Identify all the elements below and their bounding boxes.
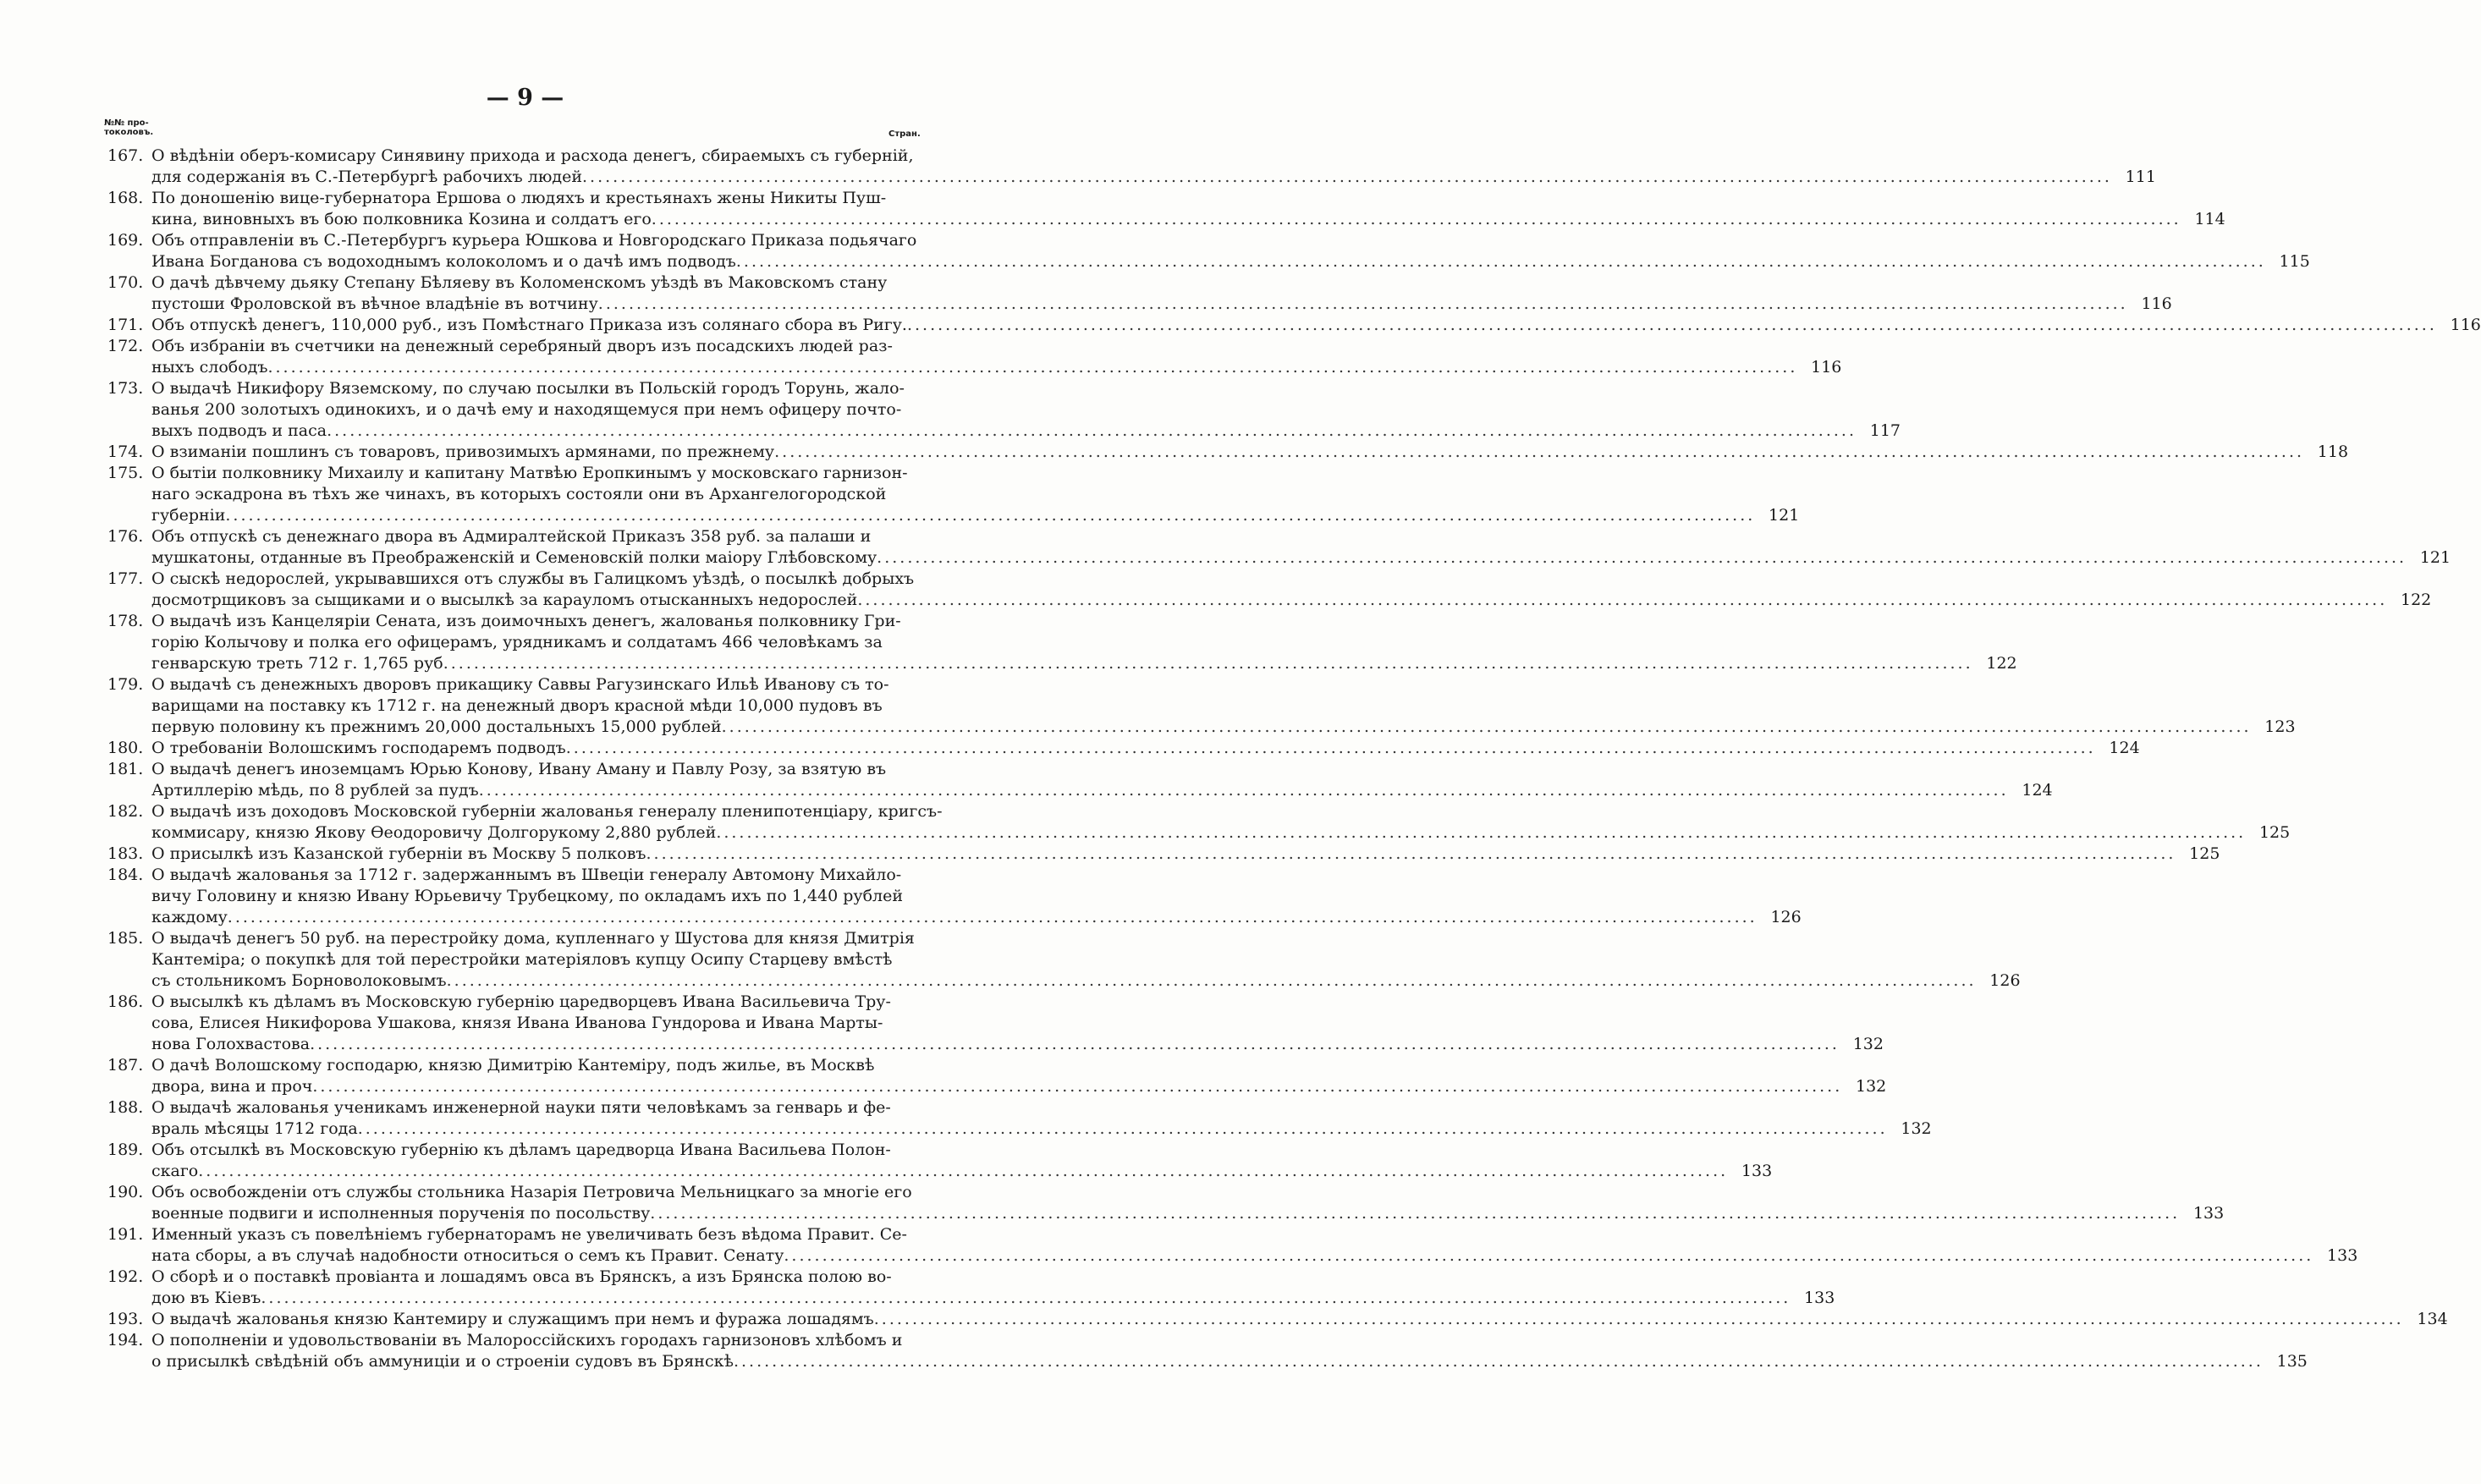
entry-body [151, 801, 2290, 844]
page-column-spacer [874, 1055, 918, 1076]
toc-entry [107, 1309, 2448, 1330]
page-column-spacer [908, 463, 952, 484]
entry-line [151, 865, 1802, 886]
entry-line [151, 801, 2290, 822]
entry-text: О выдачѣ Никифору Вяземскому, по случаю посылки въ Польскій городъ Торунь, жало- [151, 379, 905, 398]
entry-text: для содержанія въ С.-Петербургѣ рабочихъ людей [151, 168, 582, 186]
entry-text: Объ отправленіи въ С.-Петербургъ курьера Юшкова и Новгородскаго Приказа подьячаго [151, 231, 917, 250]
entry-page-number: 126 [1989, 971, 2021, 990]
toc-entry [107, 442, 2349, 463]
page-column-spacer [883, 695, 927, 717]
entry-body [151, 1330, 2308, 1372]
entry-text: О дачѣ дѣвчему дьяку Степану Бѣляеву въ Коломенскомъ уѣздѣ въ Маковскомъ стану [151, 273, 888, 292]
entry-text: двора, вина и проч [151, 1077, 313, 1096]
entry-line [151, 315, 2481, 336]
leader-dots: ........................................................................................................................................................................................................ [227, 908, 1758, 926]
entry-text: Именный указъ съ повелѣніемъ губернаторамъ не увеличивать безъ вѣдома Правит. Се- [151, 1225, 907, 1244]
leader-dots: ........................................................................................................................................................................................................ [267, 358, 1798, 376]
entry-text: О выдачѣ изъ Канцеляріи Сената, изъ доимочныхъ денегъ, жалованья полковнику Гри- [151, 612, 901, 630]
page-column-spacer [891, 1140, 935, 1161]
entry-text: О присылкѣ изъ Казанской губерніи въ Москву 5 полковъ [151, 844, 646, 863]
entry-number: 181. [107, 760, 144, 778]
entry-number: 174. [107, 442, 144, 461]
toc-entry [107, 315, 2481, 336]
entry-page-number: 132 [1901, 1119, 1932, 1138]
toc-entry [107, 844, 2220, 865]
page-column-spacer [886, 759, 930, 780]
page-column-spacer [901, 865, 945, 886]
entry-text: О пополненіи и удовольствованіи въ Малороссійскихъ городахъ гарнизоновъ хлѣбомъ и [151, 1331, 903, 1349]
entry-number: 178. [107, 612, 144, 630]
entry-text: выхъ подводъ и паса [151, 421, 327, 440]
entry-line [151, 1351, 2308, 1372]
page-column-spacer [886, 484, 930, 505]
entry-body [151, 1267, 1835, 1309]
entry-page-number: 122 [1986, 654, 2017, 673]
entry-body [151, 1309, 2448, 1330]
leader-dots: ........................................................................................................................................................................................................ [906, 316, 2437, 334]
entry-page-number: 125 [2258, 823, 2291, 842]
entry-line [151, 970, 2021, 992]
entry-line [151, 484, 1799, 505]
entry-number: 192. [107, 1267, 144, 1286]
entry-line [151, 1330, 2308, 1351]
leader-dots: ........................................................................................................................................................................................................ [357, 1119, 1888, 1138]
leader-dots: ........................................................................................................................................................................................................ [597, 294, 2128, 313]
entry-line [151, 1076, 1886, 1097]
entry-line [151, 569, 2431, 590]
entry-line [151, 1118, 1932, 1140]
toc-entry [107, 230, 2310, 272]
leader-dots: ........................................................................................................................................................................................................ [310, 1035, 1840, 1053]
entry-line [151, 949, 2021, 970]
toc-entry [107, 1055, 1887, 1097]
entry-number: 193. [107, 1310, 144, 1328]
page-column-spacer [871, 526, 915, 547]
entry-line [151, 442, 2348, 463]
leader-dots: ........................................................................................................................................................................................................ [312, 1077, 1843, 1096]
entry-page-number: 134 [2417, 1310, 2448, 1328]
entry-line [151, 230, 2310, 251]
leader-dots: ........................................................................................................................................................................................................ [733, 1352, 2264, 1371]
entry-body [151, 928, 2021, 992]
page-column-spacer [883, 1013, 927, 1034]
entry-line [151, 1267, 1835, 1288]
entry-body [151, 1097, 1932, 1140]
entry-text: Артиллерію мѣдь, по 8 рублей за пудъ [151, 781, 479, 800]
entry-body [151, 378, 1901, 442]
entry-page-number: 115 [2279, 252, 2310, 271]
leader-dots: ........................................................................................................................................................................................................ [582, 168, 2112, 186]
entry-number: 194. [107, 1331, 144, 1349]
entry-line [151, 526, 2451, 547]
entry-text: вичу Головину и князю Ивану Юрьевичу Трубецкому, по окладамъ ихъ по 1,440 рублей [151, 887, 904, 905]
entry-number: 168. [107, 189, 144, 207]
entry-page-number: 121 [1769, 506, 1800, 525]
pages-column-header: Стран. [888, 129, 921, 139]
entry-text: каждому [151, 908, 228, 926]
leader-dots: ........................................................................................................................................................................................................ [857, 591, 2388, 609]
entry-line [151, 399, 1901, 420]
entry-number: 191. [107, 1225, 144, 1244]
leader-dots: ........................................................................................................................................................................................................ [651, 210, 2181, 228]
entry-line [151, 357, 1841, 378]
toc-entry [107, 146, 2156, 188]
entry-line [151, 420, 1901, 442]
toc-entry [107, 1224, 2358, 1267]
entry-body [151, 1140, 1772, 1182]
protocols-label-line-2: токоловъ. [104, 128, 154, 137]
leader-dots: ........................................................................................................................................................................................................ [478, 781, 2009, 800]
entry-page-number: 135 [2276, 1352, 2308, 1371]
entry-number: 189. [107, 1140, 144, 1159]
entry-number: 190. [107, 1183, 144, 1201]
entry-line [151, 928, 2021, 949]
entry-line [151, 759, 2053, 780]
entry-body [151, 315, 2481, 336]
leader-dots: ........................................................................................................................................................................................................ [873, 1310, 2404, 1328]
entry-line [151, 1034, 1884, 1055]
entry-text: пустоши Фроловской въ вѣчное владѣніе въ вотчину [151, 294, 598, 313]
entry-text: военные подвиги и исполненныя порученія по посольству [151, 1204, 651, 1223]
leader-dots: ........................................................................................................................................................................................................ [225, 506, 1756, 525]
toc-entry [107, 1140, 1773, 1182]
toc-entry [107, 865, 1802, 928]
entry-text: О вѣдѣніи оберъ-комисару Синявину прихода и расхода денегъ, сбираемыхъ съ губерній, [151, 146, 914, 165]
entry-line [151, 188, 2225, 209]
entry-text: По доношенію вице-губернатора Ершова о людяхъ и крестьянахъ жены Никиты Пуш- [151, 189, 887, 207]
leader-dots: ........................................................................................................................................................................................................ [735, 252, 2266, 271]
page-column-spacer [916, 230, 960, 251]
toc-entry [107, 188, 2225, 230]
leader-dots: ........................................................................................................................................................................................................ [774, 442, 2305, 461]
entry-text: О бытіи полковнику Михаилу и капитану Матвѣю Еропкинымъ у московскаго гарнизон- [151, 464, 908, 482]
entry-line [151, 738, 2140, 759]
page-column-spacer [883, 632, 927, 653]
entry-text: кина, виновныхъ въ бою полковника Козина и солдатъ его [151, 210, 652, 228]
entry-body [151, 569, 2431, 611]
entry-number: 169. [107, 231, 144, 250]
entry-body [151, 738, 2140, 759]
entry-number: 184. [107, 866, 144, 884]
page-column-spacer [915, 928, 959, 949]
entry-page-number: 132 [1855, 1077, 1887, 1096]
page-number: — 9 — [486, 85, 564, 111]
page-column-spacer [901, 611, 945, 632]
entry-number: 171. [107, 316, 144, 334]
leader-dots: ........................................................................................................................................................................................................ [650, 1204, 2181, 1223]
toc-entry [107, 272, 2172, 315]
entry-text: сова, Елисея Никифорова Ушакова, князя Ивана Иванова Гундорова и Ивана Марты- [151, 1014, 883, 1032]
entry-text: О выдачѣ жалованья князю Кантемиру и служащимъ при немъ и фуража лошадямъ [151, 1310, 874, 1328]
entry-line [151, 167, 2156, 188]
entry-line [151, 1309, 2448, 1330]
entry-line [151, 611, 2017, 632]
page-column-spacer [914, 146, 958, 167]
entry-text: горію Колычову и полка его офицерамъ, урядникамъ и солдатамъ 466 человѣкамъ за [151, 633, 883, 651]
entry-text: Кантеміра; о покупкѣ для той перестройки матеріяловъ купцу Осипу Старцеву вмѣстѣ [151, 950, 893, 969]
entry-line [151, 822, 2290, 844]
entry-line [151, 294, 2172, 315]
page-column-spacer [902, 1330, 946, 1351]
page-column-spacer [891, 992, 935, 1013]
entry-line [151, 1245, 2357, 1267]
leader-dots: ........................................................................................................................................................................................................ [716, 823, 2247, 842]
entry-line [151, 463, 1799, 484]
entry-text: О сборѣ и о поставкѣ провіанта и лошадямъ овса въ Брянскъ, а изъ Брянска полою во- [151, 1267, 892, 1286]
entry-page-number: 126 [1770, 908, 1802, 926]
entry-text: Объ отпускѣ съ денежнаго двора въ Адмиралтейской Приказъ 358 руб. за палаши и [151, 527, 872, 546]
entry-text: Объ отпускѣ денегъ, 110,000 руб., изъ Помѣстнаго Приказа изъ солянаго сбора въ Ригу. [151, 316, 907, 334]
leader-dots: ........................................................................................................................................................................................................ [877, 548, 2407, 567]
toc-entry [107, 928, 2021, 992]
entry-body [151, 526, 2451, 569]
entry-number: 179. [107, 675, 144, 694]
entry-text: досмотрщиковъ за сыщиками и о высылкѣ за карауломъ отысканныхъ недорослей [151, 591, 858, 609]
entry-body [151, 674, 2296, 738]
entry-body [151, 1055, 1886, 1097]
entry-text: О выдачѣ денегъ 50 руб. на перестройку дома, купленнаго у Шустова для князя Дмитрія [151, 929, 915, 948]
entry-line [151, 780, 2053, 801]
entry-number: 175. [107, 464, 144, 482]
entry-line [151, 1203, 2224, 1224]
page-column-spacer [886, 188, 930, 209]
page-column-spacer [892, 1267, 936, 1288]
entry-line [151, 1140, 1772, 1161]
entry-text: О сыскѣ недорослей, укрывавшихся отъ службы въ Галицкомъ уѣздѣ, о посылкѣ добрыхъ [151, 569, 915, 588]
entry-text: ванья 200 золотыхъ одинокихъ, и о дачѣ ему и находящемуся при немъ офицеру почто- [151, 400, 902, 419]
page-column-spacer [905, 378, 949, 399]
entry-page-number: 133 [1741, 1162, 1773, 1180]
protocols-column-header [104, 118, 153, 137]
page-column-spacer [912, 1182, 956, 1203]
entry-line [151, 907, 1802, 928]
entry-body [151, 611, 2017, 674]
entry-body [151, 759, 2053, 801]
entry-body [151, 865, 1802, 928]
entry-text: варищами на поставку къ 1712 г. на денежный дворъ красной мѣди 10,000 пудовъ въ [151, 696, 883, 715]
entry-body [151, 272, 2172, 315]
entry-number: 187. [107, 1056, 144, 1075]
entry-text: губерніи [151, 506, 226, 525]
entry-line [151, 272, 2172, 294]
toc-entry [107, 1097, 1932, 1140]
entry-text: первую половину къ прежнимъ 20,000 достальныхъ 15,000 рублей [151, 717, 722, 736]
entry-body [151, 1224, 2357, 1267]
entry-body [151, 442, 2348, 463]
leader-dots: ........................................................................................................................................................................................................ [646, 844, 2176, 863]
entry-page-number: 121 [2419, 548, 2451, 567]
entry-body [151, 992, 1884, 1055]
toc-entry [107, 569, 2432, 611]
page-column-spacer [889, 674, 933, 695]
entry-body [151, 1182, 2224, 1224]
entry-text: Ивана Богданова съ водоходнымъ колоколомъ и о дачѣ имъ подводъ [151, 252, 736, 271]
toc-entry [107, 378, 1901, 442]
entry-line [151, 505, 1799, 526]
entry-page-number: 124 [2022, 781, 2053, 800]
page-column-spacer [887, 272, 931, 294]
entry-text: коммисару, князю Якову Өеодоровичу Долгорукому 2,880 рублей [151, 823, 717, 842]
entry-line [151, 336, 1841, 357]
entry-page-number: 125 [2189, 844, 2220, 863]
entry-text: О выдачѣ жалованья за 1712 г. задержаннымъ въ Швеціи генералу Автомону Михайло- [151, 866, 902, 884]
entry-line [151, 844, 2220, 865]
entry-line [151, 674, 2296, 695]
entry-line [151, 146, 2156, 167]
entry-text: враль мѣсяцы 1712 года [151, 1119, 358, 1138]
entry-text: скаго [151, 1162, 199, 1180]
entry-text: О выдачѣ съ денежныхъ дворовъ прикащику Саввы Рагузинскаго Ильѣ Иванову съ то- [151, 675, 889, 694]
toc-entry [107, 463, 1800, 526]
entry-page-number: 122 [2401, 591, 2432, 609]
entry-body [151, 463, 1799, 526]
entry-text: нова Голохвастова [151, 1035, 311, 1053]
toc-entry [107, 526, 2451, 569]
entry-line [151, 1013, 1884, 1034]
entry-text: Объ освобожденіи отъ службы стольника Назарія Петровича Мельницкаго за многіе его [151, 1183, 912, 1201]
toc-entry [107, 1267, 1835, 1309]
toc-entry [107, 1330, 2308, 1372]
page-column-spacer [907, 1224, 951, 1245]
entry-text: О высылкѣ къ дѣламъ въ Московскую губернію царедворцевъ Ивана Васильевича Тру- [151, 992, 891, 1011]
entry-text: ныхъ слободъ [151, 358, 268, 376]
entry-number: 188. [107, 1098, 144, 1117]
entry-line [151, 1161, 1772, 1182]
entry-number: 185. [107, 929, 144, 948]
entry-number: 186. [107, 992, 144, 1011]
entry-text: Объ отсылкѣ въ Московскую губернію къ дѣламъ царедворца Ивана Васильева Полон- [151, 1140, 891, 1159]
leader-dots: ........................................................................................................................................................................................................ [443, 654, 1973, 673]
entry-page-number: 116 [1811, 358, 1842, 376]
entry-text: О выдачѣ денегъ иноземцамъ Юрью Конову, Ивану Аману и Павлу Розу, за взятую въ [151, 760, 887, 778]
entry-page-number: 124 [2109, 739, 2140, 757]
page-column-spacer [914, 569, 958, 590]
leader-dots: ........................................................................................................................................................................................................ [446, 971, 1977, 990]
entry-line [151, 378, 1901, 399]
entry-page-number: 133 [1804, 1289, 1835, 1307]
entry-text: дою въ Кіевъ [151, 1289, 261, 1307]
entry-page-number: 118 [2317, 442, 2349, 461]
entry-body [151, 230, 2310, 272]
entry-line [151, 1182, 2224, 1203]
page-column-spacer [903, 886, 947, 907]
page-column-spacer [893, 336, 937, 357]
entry-text: О дачѣ Волошскому господарю, князю Димитрію Кантеміру, подъ жилье, въ Москвѣ [151, 1056, 875, 1075]
entry-page-number: 133 [2192, 1204, 2225, 1223]
entry-number: 177. [107, 569, 144, 588]
entry-text: генварскую треть 712 г. 1,765 руб [151, 654, 443, 673]
toc-entry [107, 801, 2291, 844]
entry-line [151, 590, 2431, 611]
entry-line [151, 251, 2310, 272]
entry-text: ната сборы, а въ случаѣ надобности относиться о семъ къ Правит. Сенату [151, 1246, 784, 1265]
entry-page-number: 123 [2264, 717, 2296, 736]
table-of-contents [107, 146, 2481, 1372]
protocols-label-line-1: №№ про- [104, 118, 149, 128]
entry-number: 172. [107, 337, 144, 355]
toc-entry [107, 611, 2017, 674]
toc-entry [107, 738, 2140, 759]
page-column-spacer [891, 1097, 935, 1118]
entry-body [151, 188, 2225, 230]
toc-entry [107, 992, 1884, 1055]
entry-line [151, 886, 1802, 907]
entry-page-number: 111 [2125, 168, 2156, 186]
leader-dots: ........................................................................................................................................................................................................ [198, 1162, 1729, 1180]
toc-entry [107, 759, 2053, 801]
entry-line [151, 695, 2296, 717]
entry-page-number: 117 [1869, 421, 1901, 440]
page-column-spacer [901, 399, 945, 420]
entry-line [151, 992, 1884, 1013]
entry-line [151, 632, 2017, 653]
entry-body [151, 146, 2156, 188]
entry-number: 182. [107, 802, 144, 821]
entry-text: О выдачѣ жалованья ученикамъ инженерной науки пяти человѣкамъ за генварь и фе- [151, 1098, 891, 1117]
entry-text: Объ избраніи въ счетчики на денежный серебряный дворъ изъ посадскихъ людей раз- [151, 337, 893, 355]
entry-text: О взиманіи пошлинъ съ товаровъ, привозимыхъ армянами, по прежнему [151, 442, 775, 461]
entry-text: мушкатоны, отданные въ Преображенскій и Семеновскій полки маіору Глѣбовскому [151, 548, 877, 567]
entry-page-number: 133 [2327, 1246, 2358, 1265]
entry-line [151, 1288, 1835, 1309]
toc-entry [107, 336, 1842, 378]
entry-text: о присылкѣ свѣдѣній объ аммуниціи и о строеніи судовъ въ Брянскѣ [151, 1352, 734, 1371]
toc-entry [107, 1182, 2225, 1224]
entry-line [151, 1055, 1886, 1076]
entry-line [151, 653, 2017, 674]
entry-number: 183. [107, 844, 144, 863]
entry-line [151, 1097, 1932, 1118]
leader-dots: ........................................................................................................................................................................................................ [261, 1289, 1791, 1307]
entry-body [151, 336, 1841, 378]
entry-page-number: 132 [1852, 1035, 1884, 1053]
leader-dots: ........................................................................................................................................................................................................ [784, 1246, 2314, 1265]
entry-text: О требованіи Волошскимъ господаремъ подводъ [151, 739, 566, 757]
entry-text: съ стольникомъ Борноволоковымъ [151, 971, 447, 990]
page-column-spacer [892, 949, 936, 970]
entry-page-number: 114 [2194, 210, 2225, 228]
entry-number: 167. [107, 146, 144, 165]
entry-number: 173. [107, 379, 144, 398]
entry-number: 170. [107, 273, 144, 292]
toc-entry [107, 674, 2296, 738]
page-column-spacer [943, 801, 987, 822]
entry-line [151, 547, 2451, 569]
entry-line [151, 717, 2296, 738]
entry-number: 180. [107, 739, 144, 757]
entry-text: О выдачѣ изъ доходовъ Московской губерніи жалованья генералу пленипотенціару, кригсъ- [151, 802, 943, 821]
entry-page-number: 116 [2450, 316, 2481, 334]
leader-dots: ........................................................................................................................................................................................................ [327, 421, 1857, 440]
entry-line [151, 209, 2225, 230]
entry-text: наго эскадрона въ тѣхъ же чинахъ, въ которыхъ состояли они въ Архангелогородской [151, 485, 887, 503]
entry-body [151, 844, 2220, 865]
leader-dots: ........................................................................................................................................................................................................ [721, 717, 2252, 736]
leader-dots: ........................................................................................................................................................................................................ [565, 739, 2096, 757]
entry-number: 176. [107, 527, 144, 546]
entry-page-number: 116 [2141, 294, 2172, 313]
entry-line [151, 1224, 2357, 1245]
